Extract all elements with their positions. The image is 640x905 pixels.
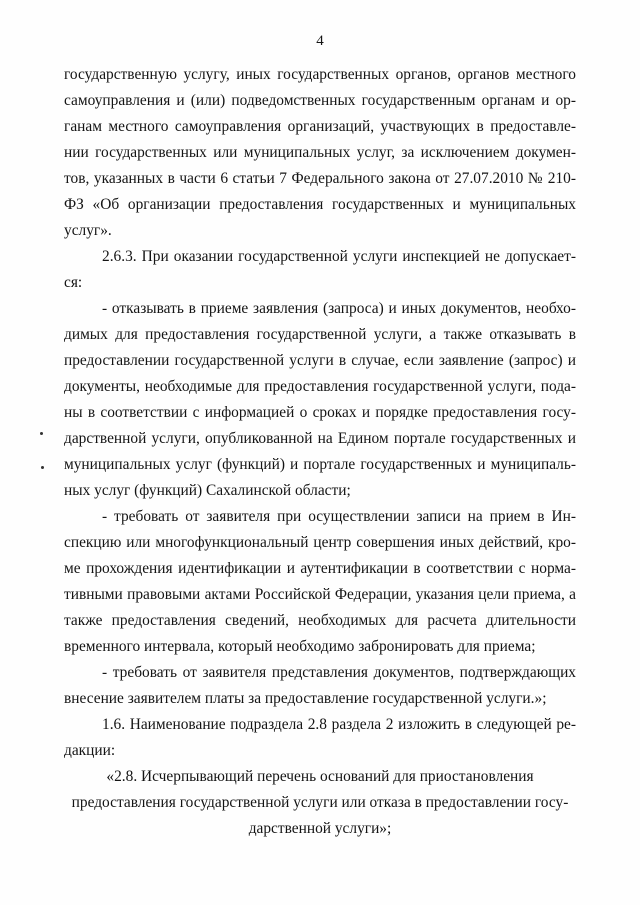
text-line: государственную услугу, иных государственных органов, органов местного xyxy=(64,66,576,83)
text-line: - отказывать в приеме заявления (запроса) и иных документов, необхо- xyxy=(102,300,576,317)
text-line: спекцию или многофункциональный центр совершения иных действий, кро- xyxy=(64,534,576,551)
text-line: предоставлении государственной услуги в случае, если заявление (запрос) и xyxy=(64,352,576,369)
text-line: ных услуг (функций) Сахалинской области; xyxy=(64,482,351,499)
text-line: дакции: xyxy=(64,742,116,759)
section-heading-line: дарственной услуги»; xyxy=(248,820,392,837)
scan-speck xyxy=(40,432,43,435)
text-line: ФЗ «Об организации предоставления государственных и муниципальных xyxy=(64,196,576,213)
text-line: 2.6.3. При оказании государственной услуги инспекцией не допускает- xyxy=(102,248,576,265)
text-line: тивными правовыми актами Российской Федерации, указания цели приема, а xyxy=(64,586,576,603)
text-line: тов, указанных в части 6 статьи 7 Федерального закона от 27.07.2010 № 210- xyxy=(64,170,576,187)
text-line: - требовать от заявителя при осуществлении записи на прием в Ин- xyxy=(102,508,576,525)
text-line: ганам местного самоуправления организаций, участвующих в предоставле- xyxy=(64,118,576,135)
text-line: ме прохождения идентификации и аутентификации в соответствии с норма- xyxy=(64,560,576,577)
section-heading-line: предоставления государственной услуги или отказа в предоставлении госу- xyxy=(71,794,569,811)
text-line: документы, необходимые для предоставления государственной услуги, пода- xyxy=(64,378,576,395)
section-heading-line: «2.8. Исчерпывающий перечень оснований для приостановления xyxy=(106,768,534,785)
text-line: - требовать от заявителя представления документов, подтверждающих xyxy=(102,664,576,681)
text-line: также предоставления сведений, необходимых для расчета длительности xyxy=(64,612,576,629)
text-line: внесение заявителем платы за предоставление государственной услуги.»; xyxy=(64,690,547,707)
text-line: димых для предоставления государственной услуги, а также отказывать в xyxy=(64,326,576,343)
text-line: дарственной услуги, опубликованной на Едином портале государственных и xyxy=(64,430,576,447)
text-line: муниципальных услуг (функций) и портале государственных и муниципаль- xyxy=(64,456,576,473)
scan-speck xyxy=(41,466,44,469)
text-line: временного интервала, который необходимо забронировать для приема; xyxy=(64,638,536,655)
text-line: ся: xyxy=(64,274,83,291)
text-line: ны в соответствии с информацией о сроках и порядке предоставления госу- xyxy=(64,404,576,421)
text-line: нии государственных или муниципальных услуг, за исключением докумен- xyxy=(64,144,576,161)
text-line: самоуправления и (или) подведомственных государственным органам и ор- xyxy=(64,92,576,109)
page-number: 4 xyxy=(316,33,324,49)
text-line: услуг». xyxy=(64,222,112,239)
text-line: 1.6. Наименование подраздела 2.8 раздела 2 изложить в следующей ре- xyxy=(102,716,576,733)
